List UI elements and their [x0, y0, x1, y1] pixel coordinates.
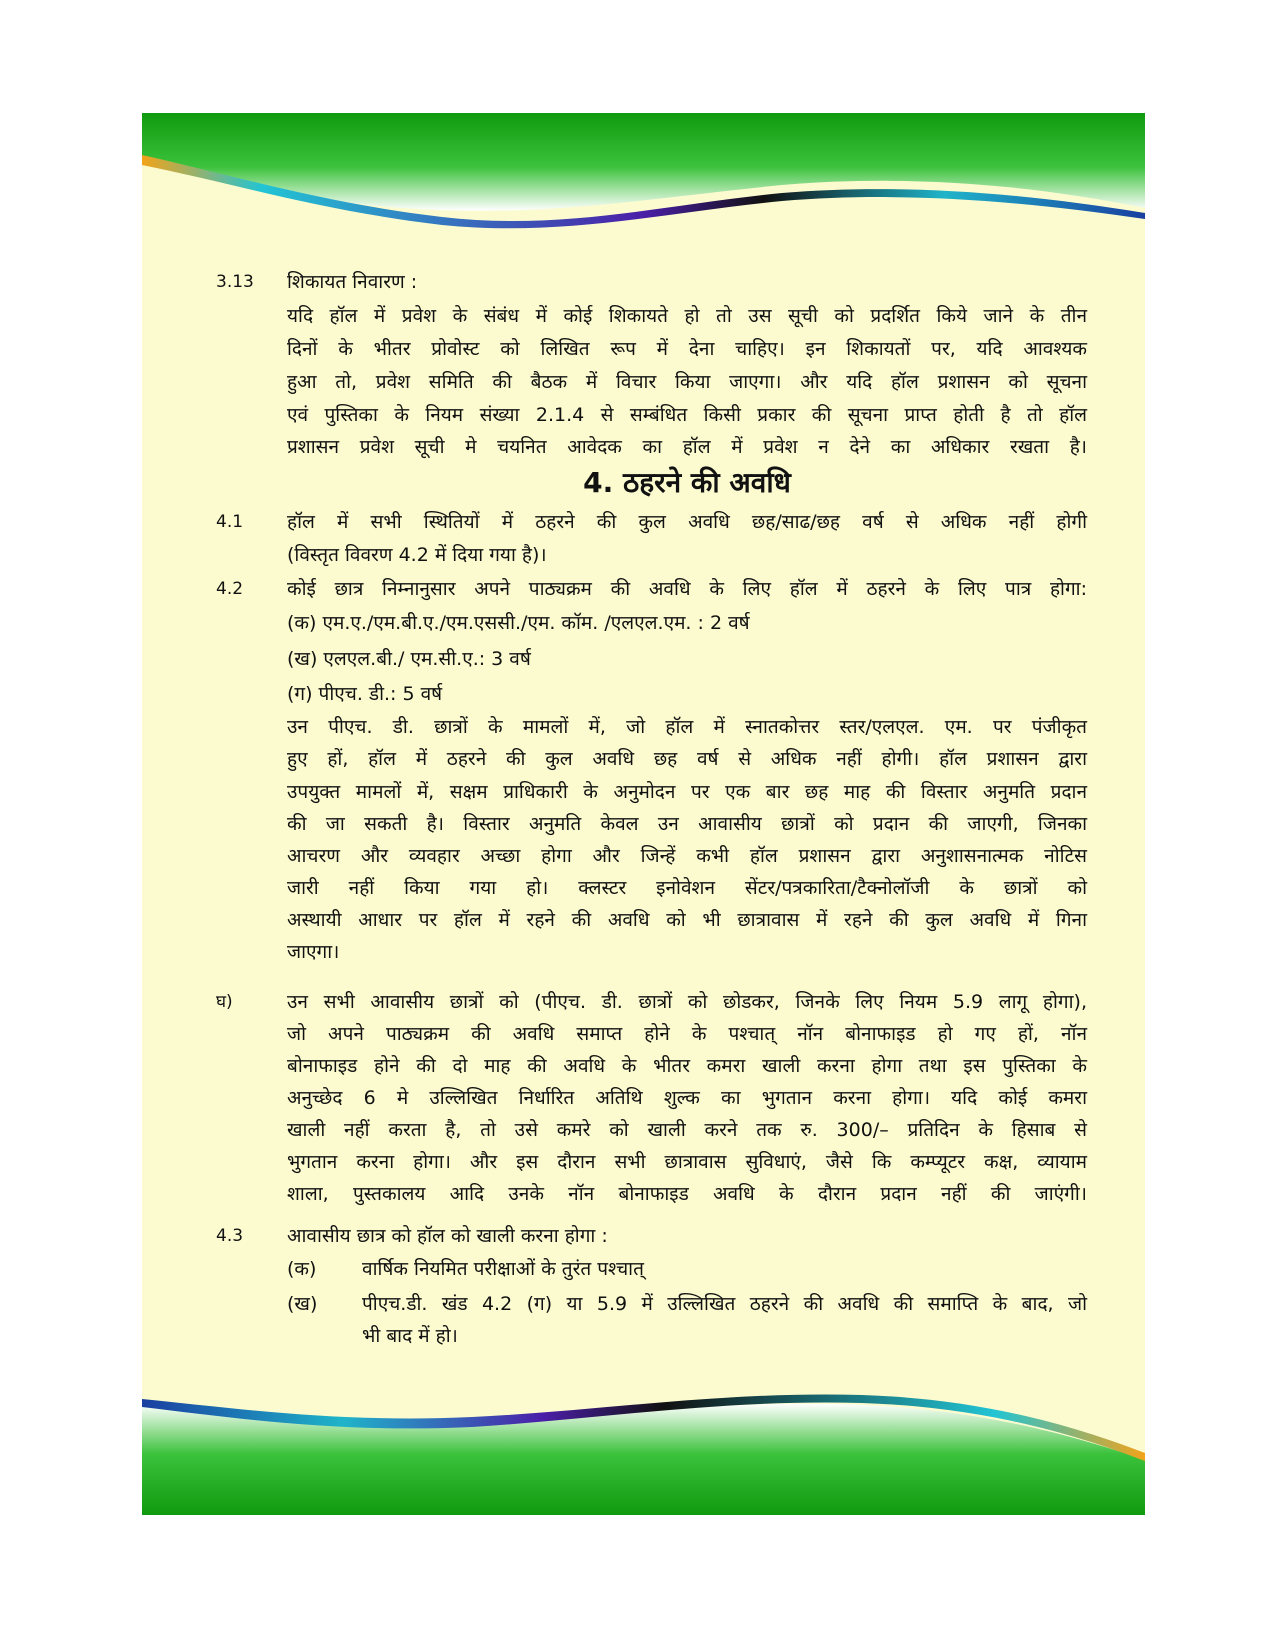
paragraph-line: कोई छात्र निम्नानुसार अपने पाठ्यक्रम की अवधि के लिए हॉल में ठहरने के लिए पात्र होगा: — [287, 578, 1087, 600]
paragraph-line: एवं पुस्तिका के नियम संख्या 2.1.4 से सम्बंधित किसी प्रकार की सूचना प्राप्त होती है तो हॉल — [287, 404, 1087, 426]
section-number: 4.1 — [216, 512, 244, 532]
paragraph-line: बोनाफाइड होने की दो माह की अवधि के भीतर कमरा खाली करना होगा तथा इस पुस्तिका के — [287, 1055, 1087, 1077]
paragraph-line: आचरण और व्यवहार अच्छा होगा और जिन्हें कभी हॉल प्रशासन द्वारा अनुशासनात्मक नोटिस — [287, 845, 1087, 867]
paragraph-line: उपयुक्त मामलों में, सक्षम प्राधिकारी के अनुमोदन पर एक बार छह माह की विस्तार अनुमति प्रदान — [287, 781, 1087, 803]
paragraph-line: की जा सकती है। विस्तार अनुमति केवल उन आवासीय छात्रों को प्रदान की जाएगी, जिनका — [287, 813, 1087, 835]
paragraph-line: हॉल में सभी स्थितियों में ठहरने की कुल अवधि छह/साढ/छह वर्ष से अधिक नहीं होगी — [287, 511, 1087, 533]
list-item: (ख) एलएल.बी./ एम.सी.ए.: 3 वर्ष — [287, 648, 531, 670]
section-heading: 4. ठहरने की अवधि — [583, 466, 791, 499]
section-title: शिकायत निवारण : — [287, 271, 418, 293]
paragraph-line: उन पीएच. डी. छात्रों के मामलों में, जो हॉल में स्नातकोत्तर स्तर/एलएल. एम. पर पंजीकृत — [287, 716, 1087, 738]
paragraph-line: जाएगा। — [287, 941, 340, 963]
paragraph-line: हुए हों, हॉल में ठहरने की कुल अवधि छह वर्ष से अधिक नहीं होगी। हॉल प्रशासन द्वारा — [287, 748, 1087, 770]
paragraph-line: जो अपने पाठ्यक्रम की अवधि समाप्त होने के पश्चात् नॉन बोनाफाइड हो गए हों, नॉन — [287, 1023, 1088, 1045]
list-item: पीएच.डी. खंड 4.2 (ग) या 5.9 में उल्लिखित ठहरने की अवधि की समाप्ति के बाद, जो — [362, 1293, 1087, 1315]
paragraph-line: अस्थायी आधार पर हॉल में रहने की अवधि को भी छात्रावास में रहने की कुल अवधि में गिना — [287, 909, 1087, 931]
list-item-label: (ख) — [287, 1293, 318, 1315]
paragraph-line: दिनों के भीतर प्रोवोस्ट को लिखित रूप में देना चाहिए। इन शिकायतों पर, यदि आवश्यक — [287, 338, 1087, 360]
list-item-label: (क) — [287, 1258, 317, 1280]
top-decorative-band — [142, 113, 1145, 263]
paragraph-line: यदि हॉल में प्रवेश के संबंध में कोई शिकायते हो तो उस सूची को प्रदर्शित किये जाने के तीन — [287, 305, 1087, 327]
paragraph-line: शाला, पुस्तकालय आदि उनके नॉन बोनाफाइड अवधि के दौरान प्रदान नहीं की जाएंगी। — [287, 1183, 1087, 1205]
list-item: (क) एम.ए./एम.बी.ए./एम.एससी./एम. कॉम. /एलएल.एम. : 2 वर्ष — [287, 612, 750, 634]
paragraph-line: (विस्तृत विवरण 4.2 में दिया गया है)। — [287, 544, 547, 566]
list-item: वार्षिक नियमित परीक्षाओं के तुरंत पश्चात् — [362, 1258, 644, 1280]
list-item: (ग) पीएच. डी.: 5 वर्ष — [287, 683, 443, 705]
paragraph-line: भुगतान करना होगा। और इस दौरान सभी छात्रावास सुविधाएं, जैसे कि कम्प्यूटर कक्ष, व्यायाम — [287, 1151, 1087, 1173]
paragraph-line: आवासीय छात्र को हॉल को खाली करना होगा : — [287, 1225, 608, 1247]
paragraph-line: हुआ तो, प्रवेश समिति की बैठक में विचार किया जाएगा। और यदि हॉल प्रशासन को सूचना — [287, 371, 1087, 393]
bottom-decorative-band — [142, 1365, 1145, 1515]
section-number: 4.2 — [216, 579, 244, 599]
paragraph-line: प्रशासन प्रवेश सूची मे चयनित आवेदक का हॉल में प्रवेश न देने का अधिकार रखता है। — [287, 436, 1087, 458]
section-number: घ) — [216, 992, 233, 1012]
page-background — [142, 113, 1145, 1515]
paragraph-line: उन सभी आवासीय छात्रों को (पीएच. डी. छात्रों को छोडकर, जिनके लिए नियम 5.9 लागू होगा), — [287, 991, 1087, 1013]
list-item: भी बाद में हो। — [362, 1325, 458, 1347]
paragraph-line: जारी नहीं किया गया हो। क्लस्टर इनोवेशन सेंटर/पत्रकारिता/टैक्नोलॉजी के छात्रों को — [287, 877, 1087, 899]
paragraph-line: अनुच्छेद 6 मे उल्लिखित निर्धारित अतिथि शुल्क का भुगतान करना होगा। यदि कोई कमरा — [287, 1087, 1087, 1109]
section-number: 4.3 — [216, 1226, 244, 1246]
paragraph-line: खाली नहीं करता है, तो उसे कमरे को खाली करने तक रु. 300/– प्रतिदिन के हिसाब से — [287, 1119, 1087, 1141]
section-number: 3.13 — [216, 272, 254, 292]
